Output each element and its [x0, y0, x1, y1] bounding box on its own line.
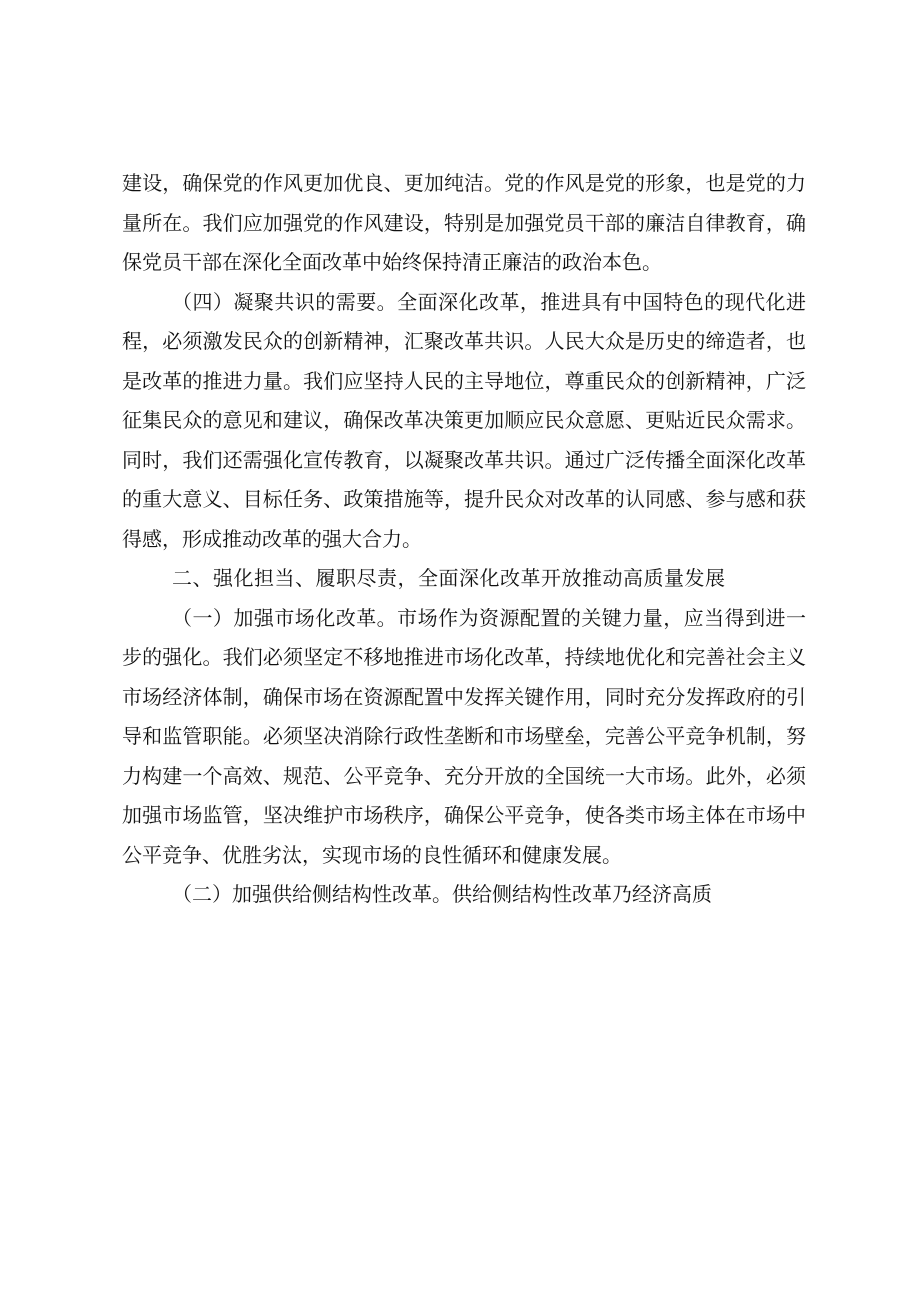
paragraph-supply-side-reform: （二）加强供给侧结构性改革。供给侧结构性改革乃经济高质 — [172, 882, 712, 906]
document-body — [122, 164, 806, 915]
paragraph-market-reform: （一）加强市场化改革。市场作为资源配置的关键力量，应当得到进一步的强化。我们必须坚定不移地推进市场化改革，持续地优化和完善社会主义市场经济体制，确保市场在资源配置中发挥关键作用，同时充分发挥政府的引导和监管职能。必须坚决消除行政性垄断和市场壁垒，完善公平竞争机制，努力构建一个高效、规范、公平竞争、充分开放的全国统一大市场。此外，必须加强市场监管，坚决维护市场秩序，确保公平竞争，使各类市场主体在市场中公平竞争、优胜劣汰，实现市场的良性循环和健康发展。 — [122, 605, 806, 867]
section-heading: 二、强化担当、履职尽责，全面深化改革开放推动高质量发展 — [172, 566, 726, 590]
paragraph-party-style: 建设，确保党的作风更加优良、更加纯洁。党的作风是党的形象，也是党的力量所在。我们应加强党的作风建设，特别是加强党员干部的廉洁自律教育，确保党员干部在深化全面改革中始终保持清正廉洁的政治本色。 — [122, 171, 806, 274]
paragraph-consensus: （四）凝聚共识的需要。全面深化改革，推进具有中国特色的现代化进程，必须激发民众的创新精神，汇聚改革共识。人民大众是历史的缔造者，也是改革的推进力量。我们应坚持人民的主导地位，尊重民众的创新精神，广泛征集民众的意见和建议，确保改革决策更加顺应民众意愿、更贴近民众需求。同时，我们还需强化宣传教育，以凝聚改革共识。通过广泛传播全面深化改革的重大意义、目标任务、政策措施等，提升民众对改革的认同感、参与感和获得感，形成推动改革的强大合力。 — [122, 289, 806, 551]
